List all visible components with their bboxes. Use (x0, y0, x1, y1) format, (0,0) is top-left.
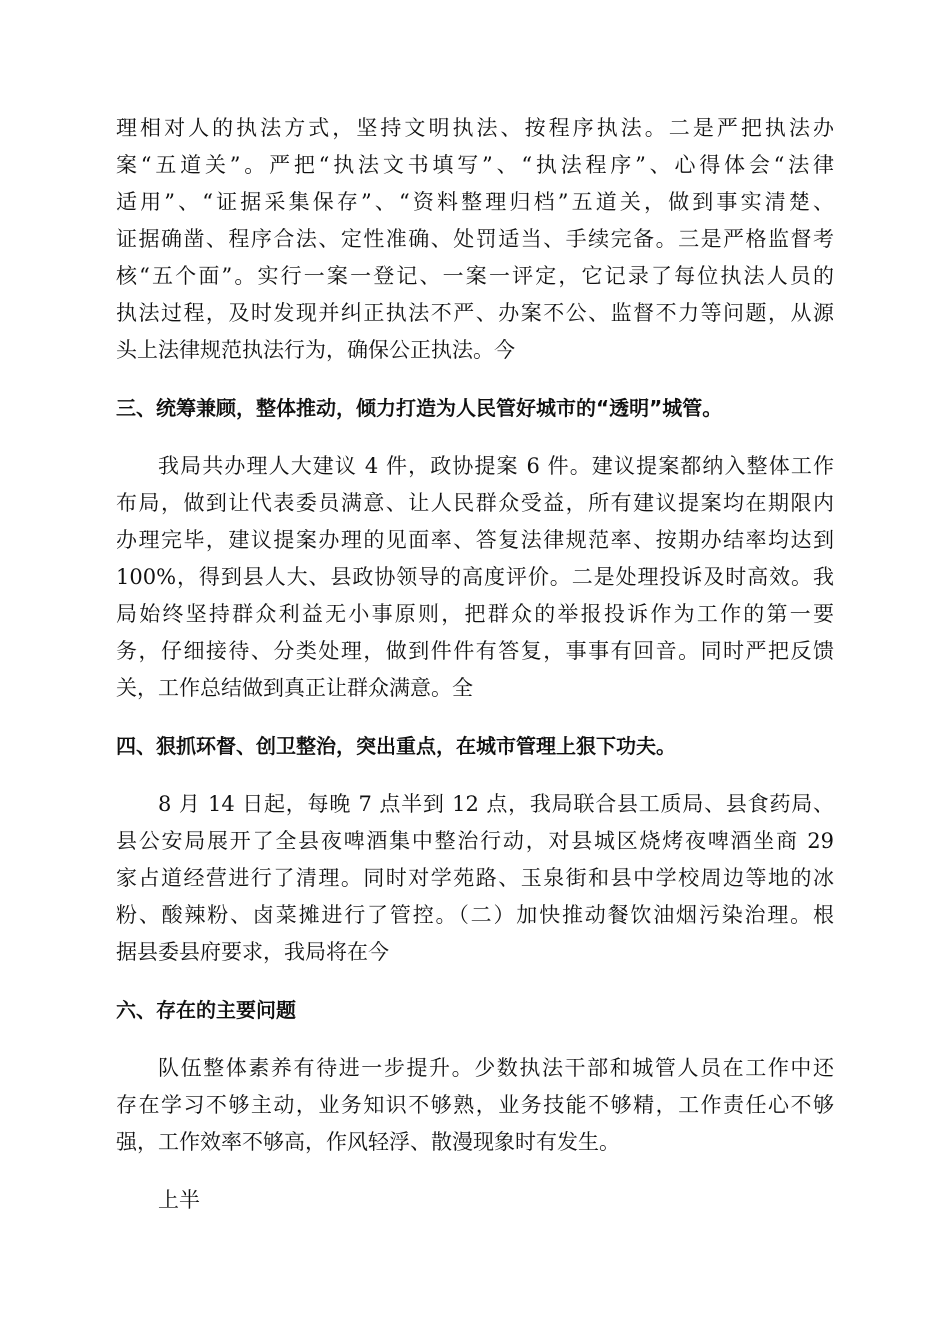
text-line: 据县委县府要求，我局将在今 (116, 940, 389, 964)
text-line: 布局，做到让代表委员满意、让人民群众受益，所有建议提案均在期限内 (116, 491, 834, 515)
text-line: 强，工作效率不够高，作风轻浮、散漫现象时有发生。 (116, 1130, 620, 1154)
text-line: 100%，得到县人大、县政协领导的高度评价。二是处理投诉及时高效。我 (116, 565, 834, 589)
section-heading-6: 六、存在的主要问题 (116, 998, 296, 1022)
text-line: 务，仔细接待、分类处理，做到件件有答复，事事有回音。同时严把反馈 (116, 639, 834, 663)
text-line: 我局共办理人大建议 4 件，政协提案 6 件。建议提案都纳入整体工作 (158, 454, 834, 478)
text-line: 理相对人的执法方式，坚持文明执法、按程序执法。二是严把执法办 (116, 116, 834, 140)
text-line: 关，工作总结做到真正让群众满意。全 (116, 676, 473, 700)
paragraph-section-3 (116, 448, 834, 707)
text-line: 案“五道关”。严把“执法文书填写”、“执法程序”、心得体会“法律 (116, 153, 834, 177)
text-line: 办理完毕，建议提案办理的见面率、答复法律规范率、按期办结率均达到 (116, 528, 834, 552)
text-line: 局始终坚持群众利益无小事原则，把群众的举报投诉作为工作的第一要 (116, 602, 834, 626)
text-line: 头上法律规范执法行为，确保公正执法。今 (116, 338, 515, 362)
text-line: 县公安局展开了全县夜啤酒集中整治行动，对县城区烧烤夜啤酒坐商 29 (116, 829, 834, 853)
text-line: 8 月 14 日起，每晚 7 点半到 12 点，我局联合县工质局、县食药局、 (158, 792, 834, 816)
paragraph-section-4 (116, 786, 834, 971)
text-line: 存在学习不够主动，业务知识不够熟，业务技能不够精，工作责任心不够 (116, 1093, 834, 1117)
paragraph-trailing (116, 1182, 834, 1219)
document-page (116, 110, 834, 1219)
text-line: 粉、酸辣粉、卤菜摊进行了管控。（二）加快推动餐饮油烟污染治理。根 (116, 903, 834, 927)
text-line: 执法过程，及时发现并纠正执法不严、办案不公、监督不力等问题，从源 (116, 301, 834, 325)
text-line: 上半 (158, 1188, 200, 1212)
text-line: 队伍整体素养有待进一步提升。少数执法干部和城管人员在工作中还 (158, 1056, 834, 1080)
text-line: 家占道经营进行了清理。同时对学苑路、玉泉街和县中学校周边等地的冰 (116, 866, 834, 890)
text-line: 适用”、“证据采集保存”、“资料整理归档”五道关，做到事实清楚、 (116, 190, 834, 214)
paragraph-section-6 (116, 1050, 834, 1161)
section-heading-3: 三、统筹兼顾，整体推动，倾力打造为人民管好城市的“透明”城管。 (116, 396, 723, 420)
text-line: 证据确凿、程序合法、定性准确、处罚适当、手续完备。三是严格监督考 (116, 227, 834, 251)
paragraph-intro (116, 110, 834, 369)
section-heading-4: 四、狠抓环督、创卫整治，突出重点，在城市管理上狠下功夫。 (116, 734, 676, 758)
text-line: 核“五个面”。实行一案一登记、一案一评定，它记录了每位执法人员的 (116, 264, 834, 288)
